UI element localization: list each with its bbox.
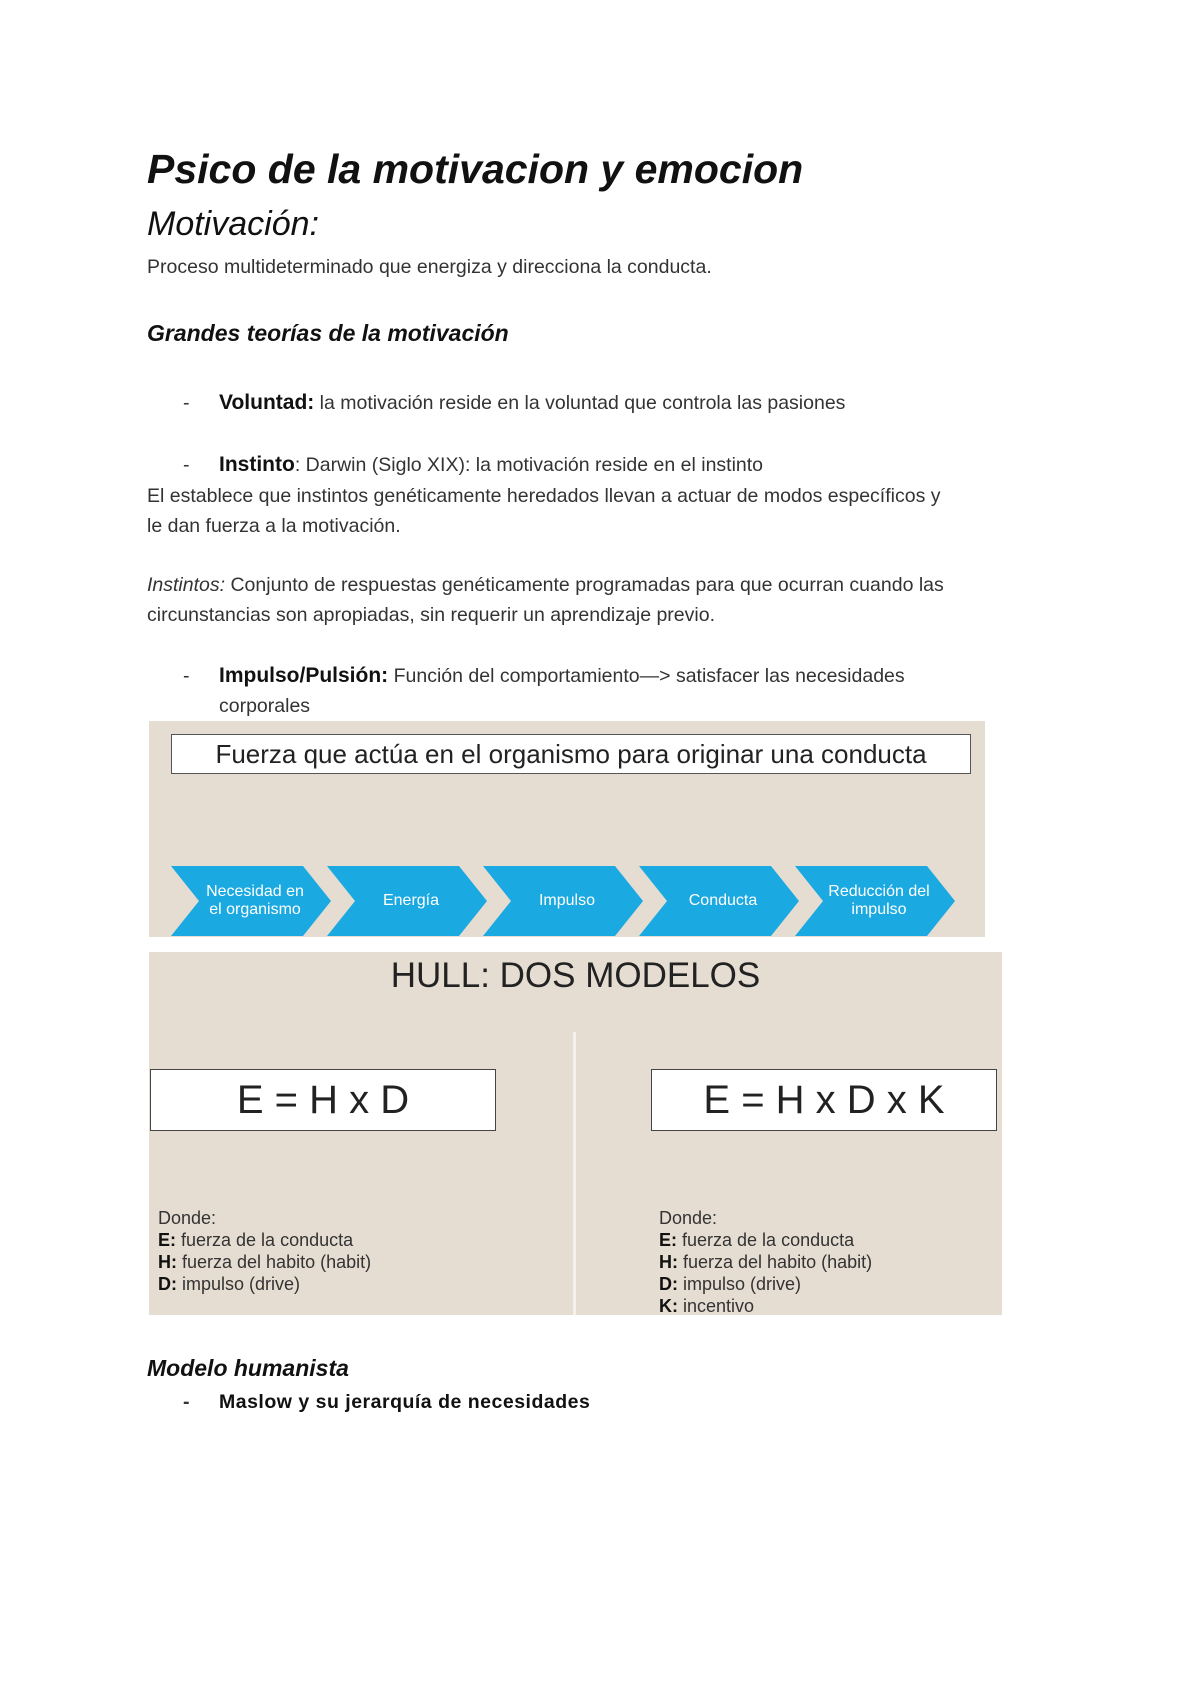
- bullet-dash: -: [183, 1391, 190, 1413]
- voluntad-label: Voluntad:: [219, 391, 315, 414]
- legend-key: H:: [659, 1252, 678, 1272]
- chevron-step-1: [171, 866, 331, 936]
- chevron-step-label: Energía: [382, 892, 440, 909]
- bullet-dash: -: [183, 392, 190, 414]
- impulso-text-line2: corporales: [219, 695, 311, 717]
- donde-label: Donde:: [158, 1208, 217, 1228]
- instinto-paragraph-line2: le dan fuerza a la motivación.: [147, 515, 401, 537]
- chevron-step-label: Reducción del impulso: [828, 883, 930, 918]
- legend-text: incentivo: [678, 1296, 755, 1316]
- legend-key: E:: [659, 1230, 677, 1250]
- fuerza-diagram: [149, 721, 985, 937]
- fuerza-definition-box: Fuerza que actúa en el organismo para originar una conducta: [171, 734, 971, 774]
- legend-item: [659, 1295, 872, 1317]
- legend-text: fuerza de la conducta: [176, 1230, 354, 1250]
- legend-key: D:: [158, 1274, 177, 1294]
- formula-left: E = H x D: [150, 1069, 496, 1131]
- legend-item: [158, 1229, 371, 1251]
- bullet-dash: -: [183, 454, 190, 476]
- impulso-text: Función del comportamiento—> satisfacer las necesidades: [388, 665, 905, 687]
- legend-text: fuerza de la conducta: [677, 1230, 855, 1250]
- donde-label: Donde:: [659, 1208, 718, 1228]
- legend-item: [659, 1273, 872, 1295]
- legend-item: [659, 1229, 872, 1251]
- bullet-voluntad: [219, 388, 845, 418]
- bullet-instinto: [219, 450, 763, 480]
- legend-text: fuerza del habito (habit): [678, 1252, 873, 1272]
- motivacion-definition: Proceso multideterminado que energiza y direcciona la conducta.: [147, 256, 712, 278]
- instintos-definition-line2: circunstancias son apropiadas, sin requerir un aprendizaje previo.: [147, 604, 715, 626]
- bullet-dash: -: [183, 665, 190, 687]
- voluntad-text: la motivación reside en la voluntad que controla las pasiones: [314, 392, 846, 414]
- instintos-text: Conjunto de respuestas genéticamente programadas para que ocurran cuando las: [225, 574, 944, 596]
- legend-text: fuerza del habito (habit): [177, 1252, 372, 1272]
- chevron-step-5: [795, 866, 955, 936]
- legend-key: E:: [158, 1230, 176, 1250]
- grandes-teorias-heading: Grandes teorías de la motivación: [147, 320, 509, 346]
- chevron-step-label: Impulso: [538, 892, 596, 909]
- instinto-paragraph-line1: El establece que instintos genéticamente heredados llevan a actuar de modos específicos y: [147, 485, 941, 507]
- instintos-definition-line1: [147, 570, 944, 600]
- bullet-impulso: [219, 661, 905, 691]
- chevron-step-label: Necesidad en el organismo: [206, 883, 304, 918]
- legend-left: [158, 1207, 371, 1295]
- instinto-text: : Darwin (Siglo XIX): la motivación reside en el instinto: [294, 454, 764, 476]
- instinto-label: Instinto: [219, 453, 295, 476]
- impulso-label: Impulso/Pulsión:: [219, 664, 389, 687]
- motivacion-heading: Motivación:: [147, 205, 319, 243]
- chevron-step-label: Conducta: [688, 892, 758, 909]
- chevron-step-3: [483, 866, 643, 936]
- legend-key: H:: [158, 1252, 177, 1272]
- hull-diagram: [149, 952, 1002, 1315]
- legend-right: [659, 1207, 872, 1317]
- divider-line: [573, 1032, 576, 1315]
- maslow-item: Maslow y su jerarquía de necesidades: [219, 1391, 591, 1413]
- legend-text: impulso (drive): [678, 1274, 802, 1294]
- formula-right: E = H x D x K: [651, 1069, 997, 1131]
- instintos-label: Instintos:: [147, 574, 226, 596]
- legend-item: [158, 1273, 371, 1295]
- legend-item: [659, 1251, 872, 1273]
- legend-key: K:: [659, 1296, 678, 1316]
- hull-title: HULL: DOS MODELOS: [390, 956, 761, 995]
- document-title: Psico de la motivacion y emocion: [147, 146, 804, 192]
- modelo-humanista-heading: Modelo humanista: [147, 1355, 349, 1381]
- legend-text: impulso (drive): [177, 1274, 301, 1294]
- legend-item: [158, 1251, 371, 1273]
- legend-key: D:: [659, 1274, 678, 1294]
- chevron-step-2: [327, 866, 487, 936]
- chevron-step-4: [639, 866, 799, 936]
